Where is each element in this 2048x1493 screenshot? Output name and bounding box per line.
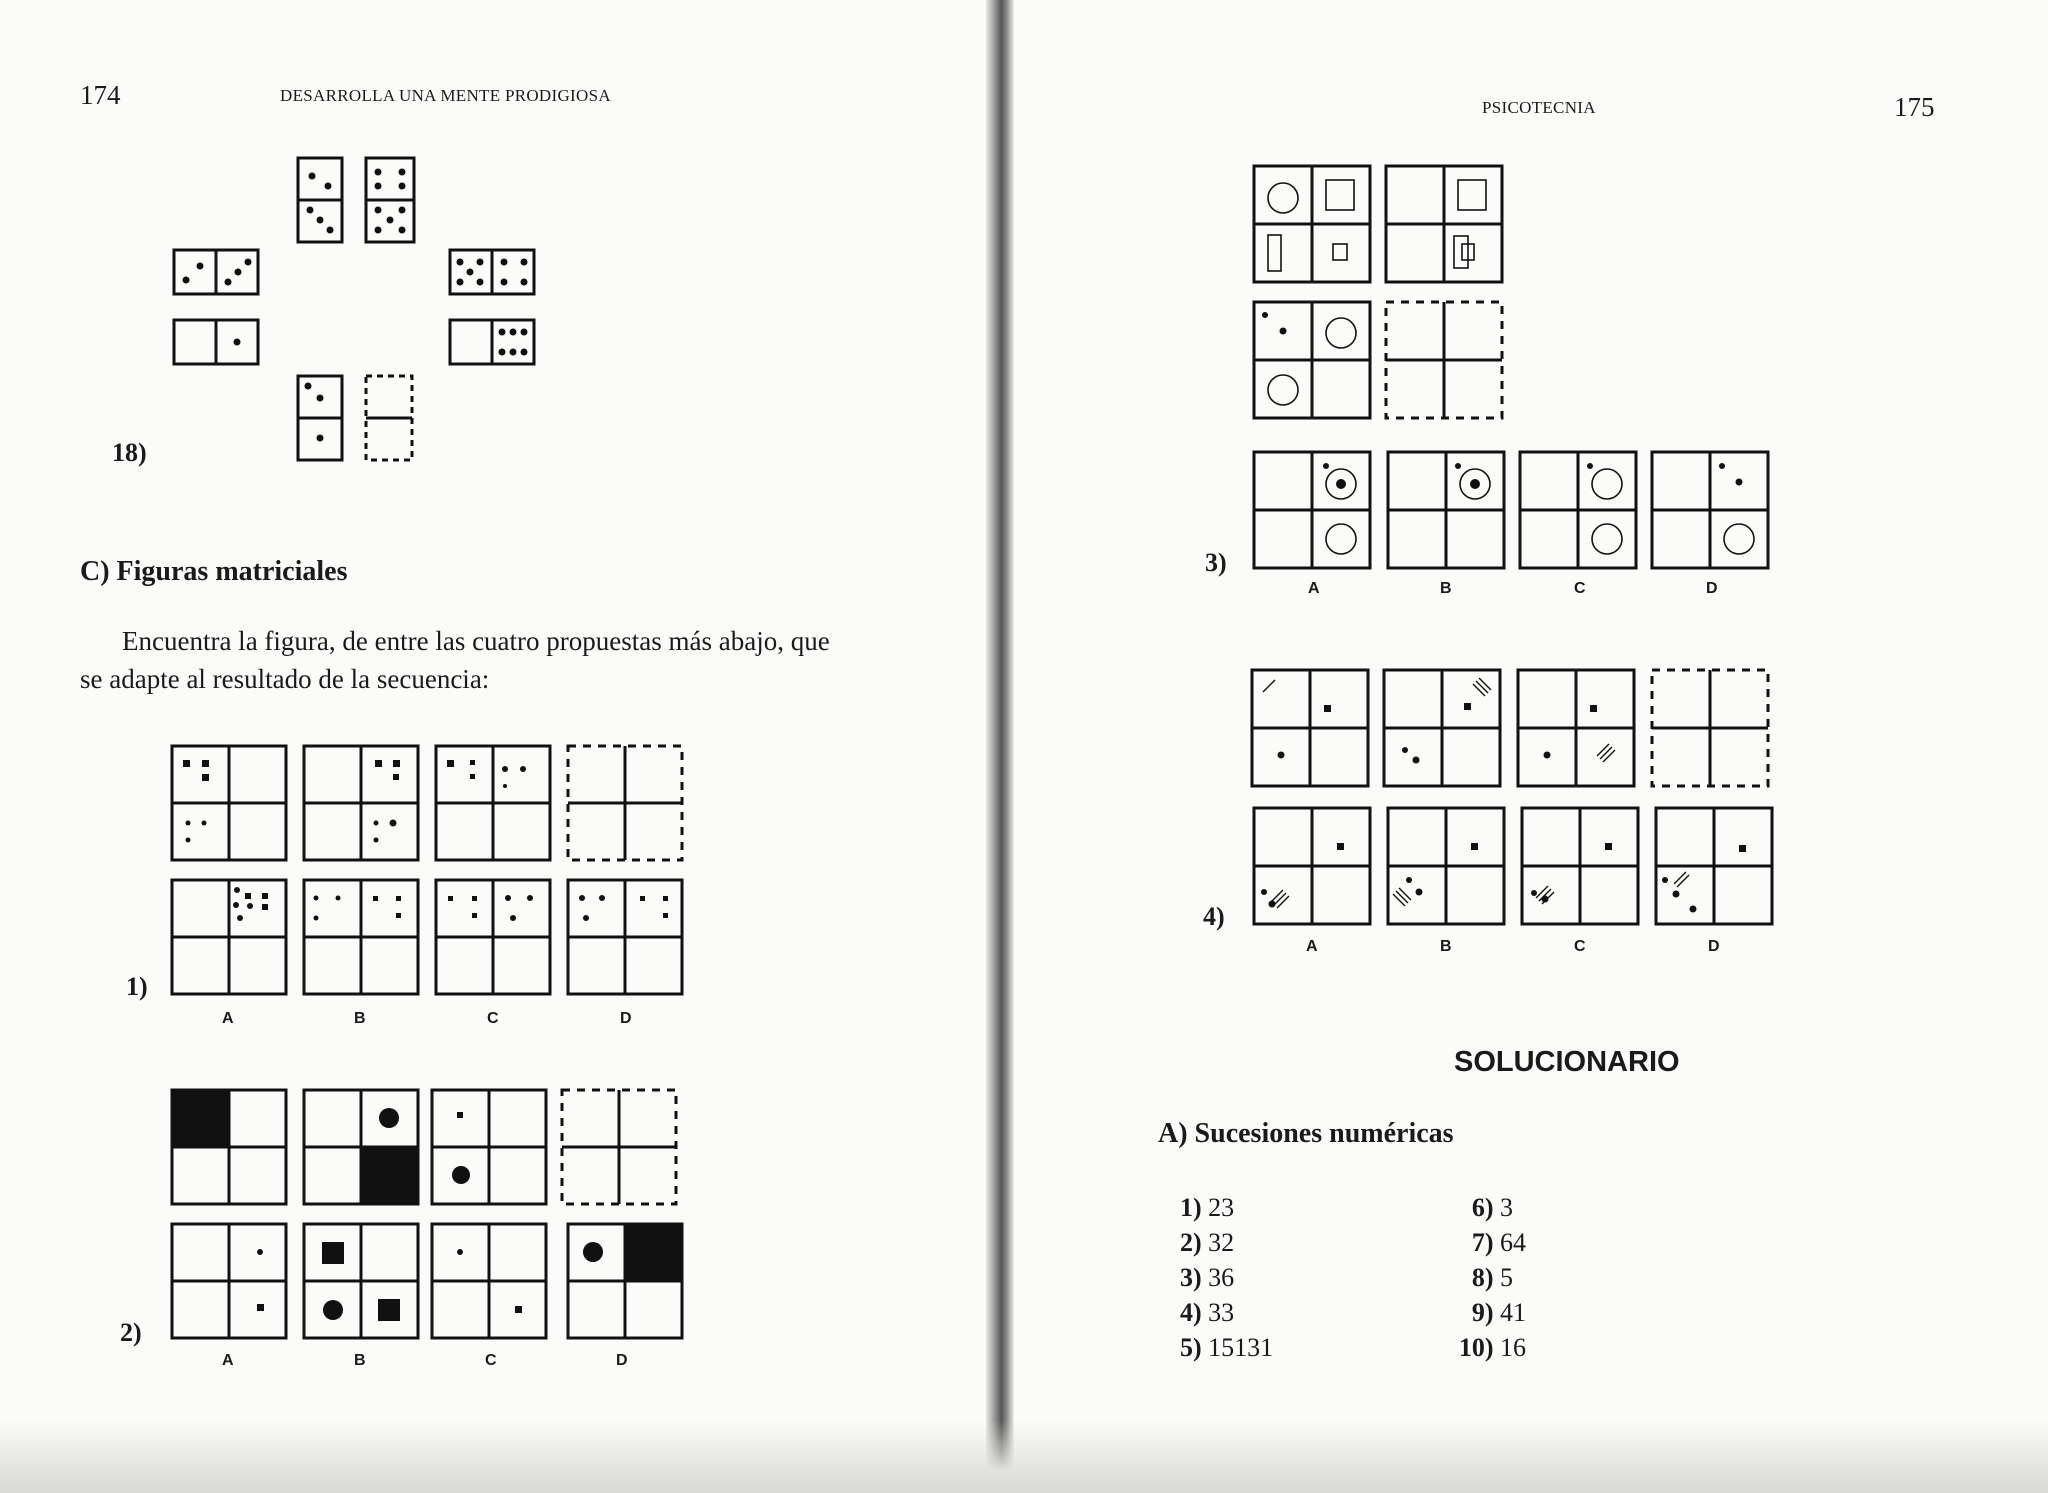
- q3-option-d-label[interactable]: D: [1706, 580, 1718, 597]
- q3-option-c-label[interactable]: C: [1574, 580, 1586, 597]
- answer-item: [1408, 1190, 1548, 1225]
- answer-value: 16: [1500, 1333, 1526, 1362]
- section-heading-matrix-figures: C) Figuras matriciales: [80, 556, 348, 587]
- q1-option-a-label[interactable]: A: [222, 1010, 234, 1027]
- page-bottom-shadow: [0, 1420, 2048, 1493]
- q3-option-b-label[interactable]: B: [1440, 580, 1452, 597]
- q2-option-b-label[interactable]: B: [354, 1352, 366, 1369]
- answer-number: 1): [1180, 1193, 1202, 1222]
- answers-column-right-numbers: [1408, 1190, 1548, 1365]
- answer-value: 3: [1500, 1193, 1513, 1222]
- q4-option-d-label[interactable]: D: [1708, 938, 1720, 955]
- answer-item: [1408, 1260, 1548, 1295]
- running-head-left: DESARROLLA UNA MENTE PRODIGIOSA: [280, 86, 611, 105]
- running-head-right: PSICOTECNIA: [1482, 98, 1596, 117]
- page-number-left: 174: [80, 80, 121, 110]
- question-2-label: 2): [120, 1318, 142, 1347]
- instructions-line-2: se adapte al resultado de la secuencia:: [80, 664, 490, 694]
- answer-number: 5): [1180, 1333, 1202, 1362]
- answer-item: [1180, 1190, 1380, 1225]
- answer-number: 7): [1471, 1228, 1494, 1257]
- answers-column-left: [1180, 1190, 1380, 1365]
- answer-item: [1180, 1295, 1380, 1330]
- q4-option-a-label[interactable]: A: [1306, 938, 1318, 955]
- answer-number: 6): [1471, 1193, 1494, 1222]
- answer-item: [1180, 1225, 1380, 1260]
- answer-number: 3): [1180, 1263, 1202, 1292]
- answer-item: [1408, 1330, 1548, 1365]
- answer-value: 64: [1500, 1228, 1526, 1257]
- q1-option-d-label[interactable]: D: [620, 1010, 632, 1027]
- question-3-label: 3): [1205, 548, 1227, 577]
- q3-option-a-label[interactable]: A: [1308, 580, 1320, 597]
- answer-value: 33: [1208, 1298, 1235, 1327]
- answer-value: 32: [1208, 1228, 1235, 1257]
- answer-number: 4): [1180, 1298, 1202, 1327]
- q1-option-c-label[interactable]: C: [487, 1010, 499, 1027]
- question-1-label: 1): [126, 972, 148, 1001]
- answer-item: [1180, 1260, 1380, 1295]
- q1-option-b-label[interactable]: B: [354, 1010, 366, 1027]
- page-number-right: 175: [1894, 92, 1935, 122]
- answer-item: [1408, 1225, 1548, 1260]
- answer-value: 41: [1500, 1298, 1526, 1327]
- question-18-label: 18): [112, 438, 147, 467]
- answer-item: [1408, 1295, 1548, 1330]
- answer-item: [1180, 1330, 1380, 1365]
- q2-option-c-label[interactable]: C: [485, 1352, 497, 1369]
- solutions-title: SOLUCIONARIO: [1454, 1046, 1680, 1078]
- answer-number: 2): [1180, 1228, 1202, 1257]
- question-4-label: 4): [1203, 902, 1225, 931]
- instructions-line-1: Encuentra la figura, de entre las cuatro propuestas más abajo, que: [122, 626, 830, 656]
- answer-value: 15131: [1208, 1333, 1274, 1362]
- q4-option-b-label[interactable]: B: [1440, 938, 1452, 955]
- answer-number: 9): [1471, 1298, 1494, 1327]
- solutions-subheading: A) Sucesiones numéricas: [1158, 1118, 1454, 1149]
- answer-number: 10): [1458, 1333, 1494, 1362]
- answer-value: 5: [1500, 1263, 1513, 1292]
- q2-option-d-label[interactable]: D: [616, 1352, 628, 1369]
- answer-number: 8): [1471, 1263, 1494, 1292]
- q2-option-a-label[interactable]: A: [222, 1352, 234, 1369]
- q4-option-c-label[interactable]: C: [1574, 938, 1586, 955]
- answer-value: 23: [1208, 1193, 1235, 1222]
- answer-value: 36: [1208, 1263, 1235, 1292]
